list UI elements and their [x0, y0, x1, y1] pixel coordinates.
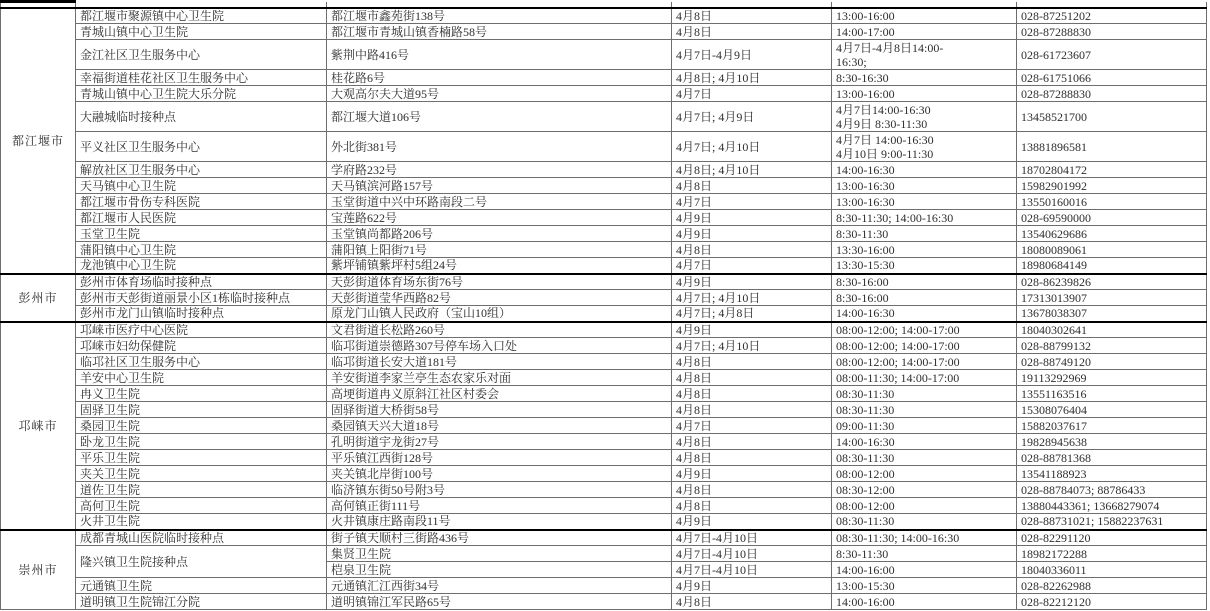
- cell-address: 紫坪铺镇紫坪村5组24号: [327, 258, 672, 274]
- cell-phone: 028-61751066: [1017, 70, 1207, 86]
- cell-address: 元通镇汇江西街34号: [327, 578, 672, 594]
- cell-time: [832, 194, 1017, 210]
- cell-address: 玉堂镇尚都路206号: [327, 226, 672, 242]
- cell-facility: 幸福街道桂花社区卫生服务中心: [76, 70, 327, 86]
- cell-address: 羊安街道李家兰亭生态农家乐对面: [327, 370, 672, 386]
- cell-phone: 18040336011: [1017, 562, 1207, 578]
- cell-address: 文君街道长松路260号: [327, 322, 672, 338]
- cell-date: 4月8日; 4月10日: [672, 70, 832, 86]
- cell-time: [832, 386, 1017, 402]
- time-line: 8:30-16:00: [836, 290, 889, 305]
- table-row: [1, 70, 1207, 86]
- cell-time: [832, 322, 1017, 338]
- cell-phone: 13678038307: [1017, 306, 1207, 322]
- cell-phone: 028-69590000: [1017, 210, 1207, 226]
- table-row: [1, 274, 1207, 290]
- cell-time: [832, 306, 1017, 322]
- cell-date: 4月8日: [672, 594, 832, 610]
- table-row: [1, 290, 1207, 306]
- cell-phone: 13551163516: [1017, 386, 1207, 402]
- cell-facility: 天马镇中心卫生院: [76, 178, 327, 194]
- time-line: 08:30-11:30; 14:00-16:30: [836, 530, 960, 545]
- cell-address: 都江堰市青城山镇香楠路58号: [327, 24, 672, 40]
- cell-phone: 13458521700: [1017, 102, 1207, 132]
- cell-date: 4月9日: [672, 210, 832, 226]
- table-row: [1, 546, 1207, 562]
- cell-facility: 蒲阳镇中心卫生院: [76, 242, 327, 258]
- cell-date: 4月9日: [672, 226, 832, 242]
- cell-date: 4月8日: [672, 450, 832, 466]
- cell-time: [832, 466, 1017, 482]
- time-line: 08:00-12:00; 14:00-17:00: [836, 338, 960, 353]
- time-line: 13:30-16:00: [836, 242, 895, 257]
- table-row: [1, 242, 1207, 258]
- cell-time: [832, 562, 1017, 578]
- cell-facility: 邛崃市医疗中心医院: [76, 322, 327, 338]
- time-line: 8:30-16:00: [836, 274, 889, 289]
- table-row: [1, 386, 1207, 402]
- time-line: 14:00-16:30: [836, 306, 895, 321]
- cell-facility: 平义社区卫生服务中心: [76, 132, 327, 162]
- cell-address: 高埂街道冉义原斜江社区村委会: [327, 386, 672, 402]
- table-row: [1, 178, 1207, 194]
- cell-facility: 隆兴镇卫生院接种点: [76, 546, 327, 578]
- table-body: [1, 2, 1207, 610]
- cell-date: 4月8日: [672, 8, 832, 24]
- time-line: 08:00-12:00: [836, 498, 895, 513]
- table-row: [1, 418, 1207, 434]
- table-row: [1, 194, 1207, 210]
- table-row: [1, 370, 1207, 386]
- table-row: [1, 498, 1207, 514]
- cell-time: [832, 514, 1017, 530]
- table-row: [1, 8, 1207, 24]
- cell-phone: 13881896581: [1017, 132, 1207, 162]
- cell-time: [832, 578, 1017, 594]
- table-row: [1, 530, 1207, 546]
- cell-address: 桑园镇天兴大道18号: [327, 418, 672, 434]
- time-line: 08:30-11:30: [836, 386, 895, 401]
- cell-time: [832, 338, 1017, 354]
- cell-phone: 028-87288830: [1017, 86, 1207, 102]
- time-line: 08:00-12:00; 14:00-17:00: [836, 354, 960, 369]
- cell-address: 临济镇东街50号附3号: [327, 482, 672, 498]
- table-row: [1, 162, 1207, 178]
- cell-facility: 彭州市体育场临时接种点: [76, 274, 327, 290]
- time-line: 08:30-11:30: [836, 514, 895, 529]
- cell-time: [832, 370, 1017, 386]
- cell-address: 天彭街道莹华西路82号: [327, 290, 672, 306]
- cell-facility: 大融城临时接种点: [76, 102, 327, 132]
- cell-date: 4月7日-4月10日: [672, 562, 832, 578]
- cell-address: 平乐镇江西街128号: [327, 450, 672, 466]
- cell-phone: 19828945638: [1017, 434, 1207, 450]
- cell-date: 4月8日: [672, 178, 832, 194]
- cell-date: 4月7日: [672, 86, 832, 102]
- cell-phone: 028-86239826: [1017, 274, 1207, 290]
- table-row: [1, 402, 1207, 418]
- cell-address: 集贤卫生院: [327, 546, 672, 562]
- cell-phone: 18982172288: [1017, 546, 1207, 562]
- cell-address: 天彭街道体育场东街76号: [327, 274, 672, 290]
- cell-facility: 道佐卫生院: [76, 482, 327, 498]
- time-line: 4月7日-4月8日14:00-: [836, 40, 944, 55]
- time-line: 14:00-17:00: [836, 24, 895, 39]
- cell-time: [832, 86, 1017, 102]
- cell-address: 紫荆中路416号: [327, 40, 672, 70]
- cell-address: 宝莲路622号: [327, 210, 672, 226]
- time-line: 13:00-16:00: [836, 86, 895, 101]
- cell-date: 4月7日-4月10日: [672, 530, 832, 546]
- cell-phone: 18040302641: [1017, 322, 1207, 338]
- cell-time: [832, 354, 1017, 370]
- cell-facility: 彭州市龙门山镇临时接种点: [76, 306, 327, 322]
- table-row: [1, 354, 1207, 370]
- cell-address: 外北街381号: [327, 132, 672, 162]
- table-row: [1, 24, 1207, 40]
- cell-date: 4月7日: [672, 194, 832, 210]
- cell-facility: 道明镇卫生院锦江分院: [76, 594, 327, 610]
- cell-phone: 18980684149: [1017, 258, 1207, 274]
- cell-facility: 金江社区卫生服务中心: [76, 40, 327, 70]
- cell-facility: 都江堰市骨伤专科医院: [76, 194, 327, 210]
- cell-time: [832, 434, 1017, 450]
- table-row: [1, 338, 1207, 354]
- cell-phone: 15882037617: [1017, 418, 1207, 434]
- cell-time: [832, 8, 1017, 24]
- cell-facility: 固驿卫生院: [76, 402, 327, 418]
- time-line: 13:30-15:30: [836, 258, 895, 273]
- time-line: 8:30-11:30: [836, 546, 889, 561]
- cell-facility: 青城山镇中心卫生院大乐分院: [76, 86, 327, 102]
- city-cell: 彭州市: [1, 274, 76, 322]
- cell-date: 4月7日; 4月10日: [672, 132, 832, 162]
- cell-phone: 028-87288830: [1017, 24, 1207, 40]
- cell-facility: 都江堰市聚源镇中心卫生院: [76, 8, 327, 24]
- time-line: 13:00-16:30: [836, 194, 895, 209]
- cell-phone: 028-82262988: [1017, 578, 1207, 594]
- cell-address: 学府路232号: [327, 162, 672, 178]
- table-row: [1, 132, 1207, 162]
- time-line: 16:30;: [836, 54, 867, 69]
- time-line: 09:00-11:30: [836, 418, 895, 433]
- cell-facility: 玉堂卫生院: [76, 226, 327, 242]
- cell-phone: 13540629686: [1017, 226, 1207, 242]
- cell-address: 临邛街道长安大道181号: [327, 354, 672, 370]
- cell-date: 4月7日; 4月10日: [672, 338, 832, 354]
- table-row: [1, 258, 1207, 274]
- cell-date: 4月7日; 4月10日: [672, 290, 832, 306]
- cell-time: [832, 210, 1017, 226]
- cell-facility: 桑园卫生院: [76, 418, 327, 434]
- city-cell: 邛崃市: [1, 322, 76, 530]
- time-line: 08:30-11:30: [836, 402, 895, 417]
- cell-facility: 龙池镇中心卫生院: [76, 258, 327, 274]
- cell-address: 临邛街道崇德路307号停车场入口处: [327, 338, 672, 354]
- cell-time: [832, 102, 1017, 132]
- cell-time: [832, 498, 1017, 514]
- cell-date: 4月8日: [672, 498, 832, 514]
- cell-facility: 元通镇卫生院: [76, 578, 327, 594]
- cell-address: 桤泉卫生院: [327, 562, 672, 578]
- time-line: 14:00-16:30: [836, 434, 895, 449]
- cell-date: 4月7日; 4月9日: [672, 102, 832, 132]
- cell-time: [832, 594, 1017, 610]
- cell-date: 4月7日-4月10日: [672, 546, 832, 562]
- cell-address: 蒲阳镇上阳街71号: [327, 242, 672, 258]
- cell-time: [832, 132, 1017, 162]
- cell-phone: 15982901992: [1017, 178, 1207, 194]
- cell-address: 孔明街道宇龙街27号: [327, 434, 672, 450]
- time-line: 4月10日 9:00-11:30: [836, 146, 934, 161]
- cell-phone: 15308076404: [1017, 402, 1207, 418]
- cell-phone: 028-88731021; 15882237631: [1017, 514, 1207, 530]
- cell-phone: 028-88799132: [1017, 338, 1207, 354]
- cell-phone: 028-88781368: [1017, 450, 1207, 466]
- cell-facility: 高何卫生院: [76, 498, 327, 514]
- time-line: 14:00-16:00: [836, 594, 895, 609]
- time-line: 08:30-12:00: [836, 482, 895, 497]
- cell-time: [832, 162, 1017, 178]
- cell-address: 都江堰市鑫苑街138号: [327, 8, 672, 24]
- cell-date: 4月8日: [672, 434, 832, 450]
- cell-facility: 邛崃市妇幼保健院: [76, 338, 327, 354]
- cell-time: [832, 274, 1017, 290]
- cell-facility: 羊安中心卫生院: [76, 370, 327, 386]
- time-line: 14:00-16:30: [836, 162, 895, 177]
- table-row: [1, 594, 1207, 610]
- table-row: [1, 514, 1207, 530]
- table-row: [1, 322, 1207, 338]
- cell-date: 4月9日: [672, 274, 832, 290]
- cell-date: 4月7日: [672, 418, 832, 434]
- cell-address: 固驿街道大桥街58号: [327, 402, 672, 418]
- table-row: [1, 210, 1207, 226]
- cell-address: 大观高尔夫大道95号: [327, 86, 672, 102]
- time-line: 4月9日 8:30-11:30: [836, 116, 928, 131]
- cell-address: 高何镇正街111号: [327, 498, 672, 514]
- time-line: 14:00-16:00: [836, 562, 895, 577]
- cell-phone: 028-82291120: [1017, 530, 1207, 546]
- cell-phone: 028-88749120: [1017, 354, 1207, 370]
- cell-time: [832, 70, 1017, 86]
- cell-date: 4月8日: [672, 386, 832, 402]
- table-row: [1, 578, 1207, 594]
- cell-address: 夹关镇北岸街100号: [327, 466, 672, 482]
- table-row: [1, 226, 1207, 242]
- cell-time: [832, 482, 1017, 498]
- table-row: [1, 102, 1207, 132]
- cell-phone: 028-61723607: [1017, 40, 1207, 70]
- table-row: [1, 450, 1207, 466]
- cell-date: 4月9日: [672, 578, 832, 594]
- cell-phone: 028-88784073; 88786433: [1017, 482, 1207, 498]
- table-row: [1, 86, 1207, 102]
- cell-time: [832, 402, 1017, 418]
- cell-time: [832, 226, 1017, 242]
- cell-facility: 解放社区卫生服务中心: [76, 162, 327, 178]
- cell-phone: 18702804172: [1017, 162, 1207, 178]
- cell-time: [832, 258, 1017, 274]
- cell-address: 桂花路6号: [327, 70, 672, 86]
- table-row: [1, 434, 1207, 450]
- cell-date: 4月7日-4月9日: [672, 40, 832, 70]
- cell-time: [832, 290, 1017, 306]
- cell-date: 4月8日: [672, 354, 832, 370]
- table-row: [1, 306, 1207, 322]
- table-row: [1, 482, 1207, 498]
- cell-phone: 17313013907: [1017, 290, 1207, 306]
- time-line: 8:30-11:30: [836, 226, 889, 241]
- cell-date: 4月9日: [672, 514, 832, 530]
- table-row: [1, 466, 1207, 482]
- cell-date: 4月8日: [672, 402, 832, 418]
- cell-facility: 彭州市天彭街道丽景小区1栋临时接种点: [76, 290, 327, 306]
- table-row: [1, 40, 1207, 70]
- time-line: 4月7日 14:00-16:30: [836, 132, 934, 147]
- cell-date: 4月7日: [672, 258, 832, 274]
- cell-date: 4月9日: [672, 322, 832, 338]
- cell-phone: 13550160016: [1017, 194, 1207, 210]
- cell-date: 4月8日: [672, 242, 832, 258]
- cell-time: [832, 40, 1017, 70]
- cell-time: [832, 242, 1017, 258]
- time-line: 08:00-12:00: [836, 466, 895, 481]
- cell-facility: 成都青城山医院临时接种点: [76, 530, 327, 546]
- cell-date: 4月8日; 4月10日: [672, 162, 832, 178]
- cell-time: [832, 530, 1017, 546]
- cell-facility: 临邛社区卫生服务中心: [76, 354, 327, 370]
- cell-time: [832, 418, 1017, 434]
- cell-address: 原龙门山镇人民政府（宝山10组）: [327, 306, 672, 322]
- cell-time: [832, 450, 1017, 466]
- time-line: 08:00-12:00; 14:00-17:00: [836, 322, 960, 337]
- cell-address: 天马镇滨河路157号: [327, 178, 672, 194]
- cell-phone: 18080089061: [1017, 242, 1207, 258]
- time-line: 13:00-15:30: [836, 578, 895, 593]
- cell-phone: 13541188923: [1017, 466, 1207, 482]
- time-line: 8:30-16:30: [836, 70, 889, 85]
- cell-phone: 028-87251202: [1017, 8, 1207, 24]
- cell-facility: 冉义卫生院: [76, 386, 327, 402]
- cell-facility: 卧龙卫生院: [76, 434, 327, 450]
- time-line: 13:00-16:30: [836, 178, 895, 193]
- cell-address: 都江堰大道106号: [327, 102, 672, 132]
- cell-date: 4月8日: [672, 370, 832, 386]
- cell-date: 4月9日: [672, 466, 832, 482]
- city-cell: 崇州市: [1, 530, 76, 610]
- cell-facility: 青城山镇中心卫生院: [76, 24, 327, 40]
- cell-facility: 夹关卫生院: [76, 466, 327, 482]
- time-line: 8:30-11:30; 14:00-16:30: [836, 210, 954, 225]
- cell-time: [832, 546, 1017, 562]
- cell-address: 火井镇康庄路南段11号: [327, 514, 672, 530]
- cell-address: 玉堂街道中兴中环路南段二号: [327, 194, 672, 210]
- time-line: 4月7日14:00-16:30: [836, 102, 931, 117]
- time-line: 08:30-11:30: [836, 450, 895, 465]
- cell-date: 4月7日; 4月8日: [672, 306, 832, 322]
- cell-time: [832, 24, 1017, 40]
- city-cell: 都江堰市: [1, 8, 76, 274]
- cell-facility: 平乐卫生院: [76, 450, 327, 466]
- cell-phone: 19113292969: [1017, 370, 1207, 386]
- time-line: 08:00-11:30; 14:00-17:00: [836, 370, 960, 385]
- cell-facility: 火井卫生院: [76, 514, 327, 530]
- cell-address: 道明镇锦江军民路65号: [327, 594, 672, 610]
- cell-date: 4月8日: [672, 24, 832, 40]
- cell-phone: 028-82212120: [1017, 594, 1207, 610]
- cell-date: 4月8日: [672, 482, 832, 498]
- cell-phone: 13880443361; 13668279074: [1017, 498, 1207, 514]
- time-line: 13:00-16:00: [836, 8, 895, 23]
- cell-time: [832, 178, 1017, 194]
- cell-facility: 都江堰市人民医院: [76, 210, 327, 226]
- cell-address: 街子镇天顺村三街路436号: [327, 530, 672, 546]
